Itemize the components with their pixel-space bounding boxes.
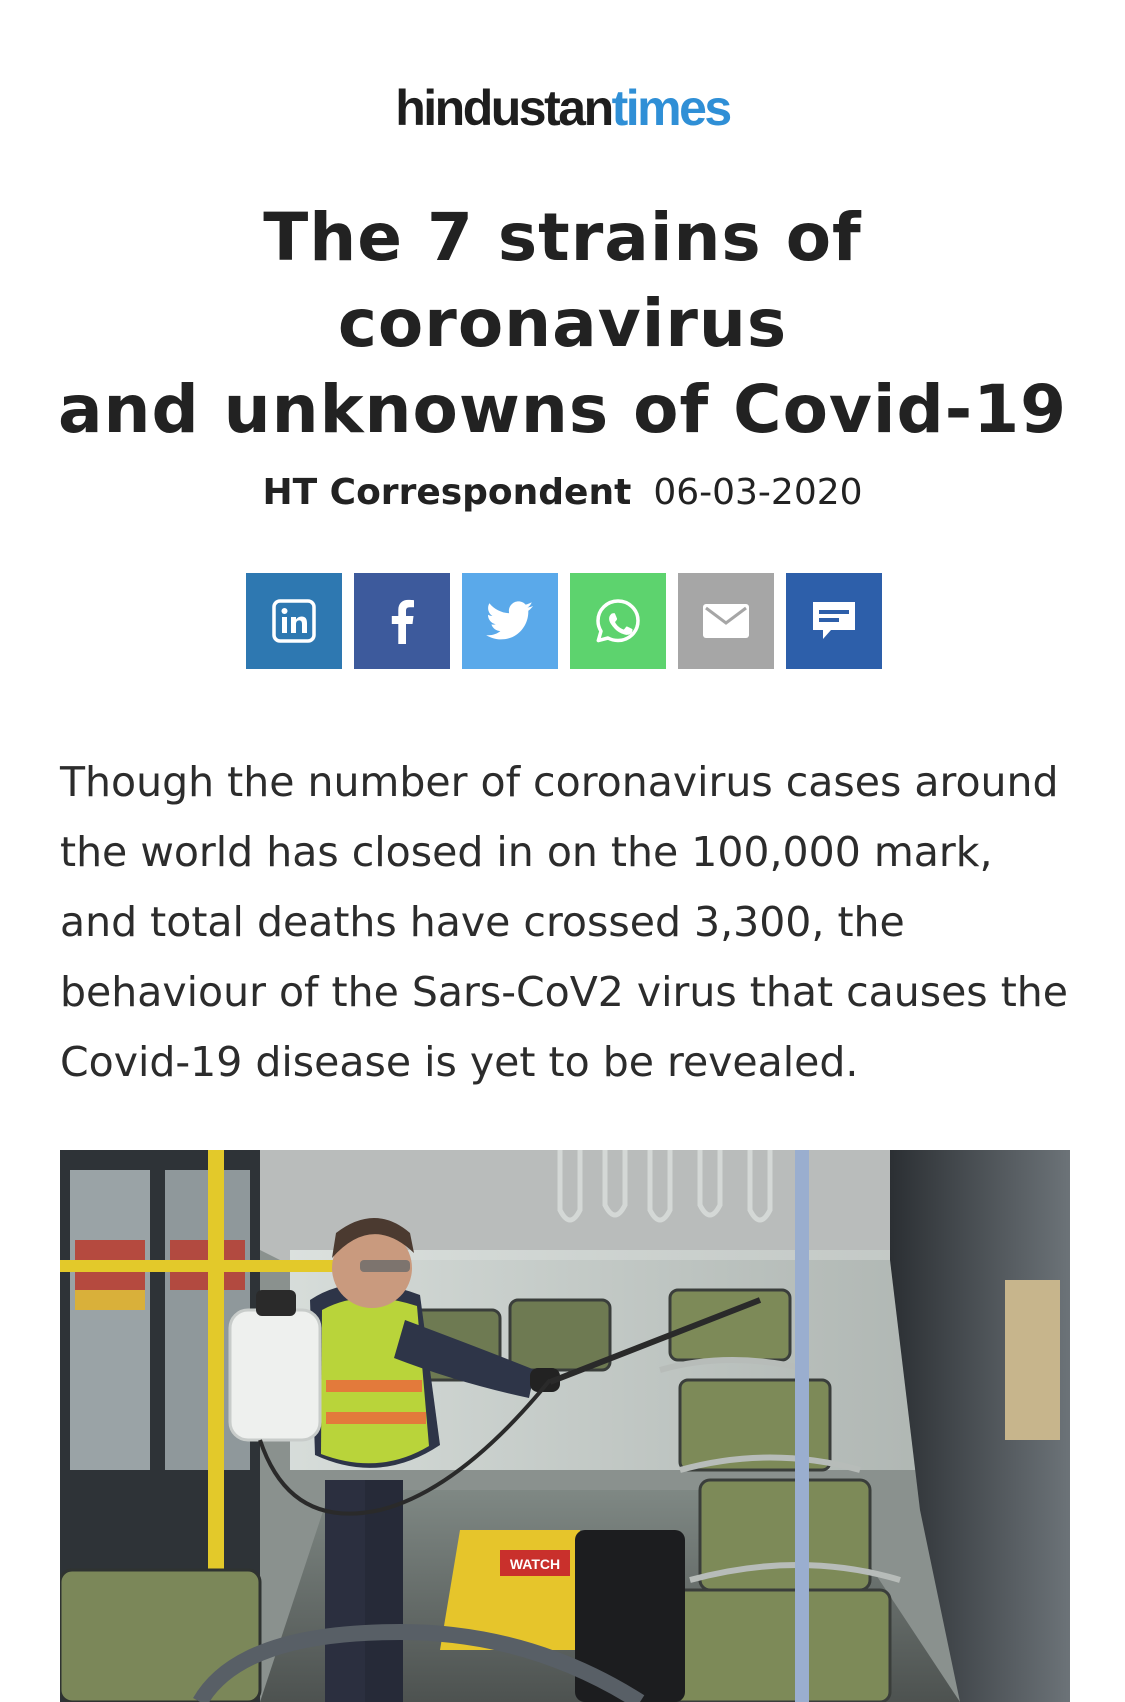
facebook-icon [387, 598, 417, 644]
share-email-button[interactable] [678, 573, 774, 669]
linkedin-icon [272, 599, 316, 643]
share-whatsapp-button[interactable] [570, 573, 666, 669]
publish-date: 06-03-2020 [653, 472, 863, 513]
share-facebook-button[interactable] [354, 573, 450, 669]
whatsapp-icon [594, 597, 642, 645]
share-bar [246, 573, 882, 669]
headline-line-1: The 7 strains of coronavirus [263, 199, 862, 362]
headline-line-2: and unknowns of Covid-19 [57, 371, 1068, 448]
comment-button[interactable] [786, 573, 882, 669]
article-hero-image[interactable] [60, 1150, 1070, 1702]
share-linkedin-button[interactable] [246, 573, 342, 669]
article-byline [0, 470, 1125, 516]
article-lead-paragraph: Though the number of coronavirus cases around the world has closed in on the 100,000 mark, and total deaths have crossed 3,300, the behaviour of the Sars-CoV2 virus that causes the Covid-19 disease is yet to be revealed. [60, 758, 1068, 1086]
twitter-icon [486, 601, 534, 641]
image-sign-text: WATCH [509, 1556, 561, 1572]
logo-text-times: times [611, 80, 730, 136]
article-headline [30, 195, 1095, 453]
comment-icon [811, 600, 857, 642]
share-twitter-button[interactable] [462, 573, 558, 669]
email-icon [703, 604, 749, 638]
site-logo[interactable] [0, 78, 1125, 138]
logo-text-hindustan: hindustan [395, 80, 612, 136]
author-name[interactable]: HT Correspondent [262, 472, 632, 513]
